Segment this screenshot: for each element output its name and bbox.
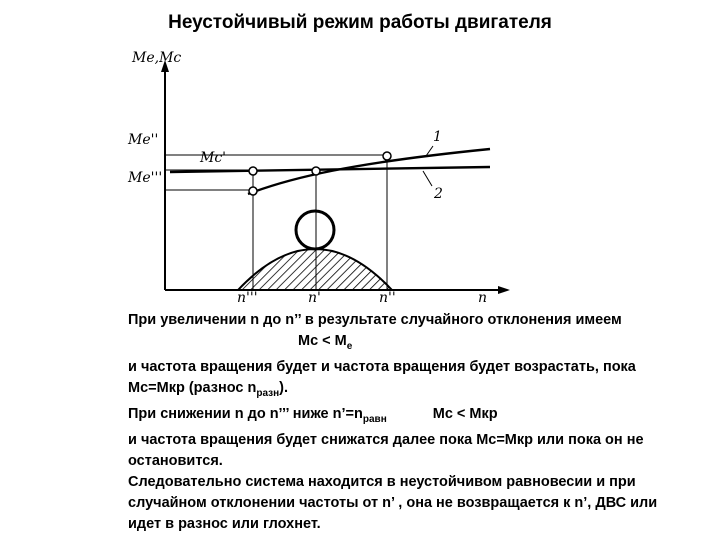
text-line-3: и частота вращения будет и частота вращения будет возрастать, пока xyxy=(128,358,636,375)
tick-n2: n'' xyxy=(379,290,396,306)
text-runaway: Mс=Mкр (разнос n xyxy=(128,379,257,396)
text-sub-razn: разн xyxy=(256,387,280,399)
curve-2-label: 2 xyxy=(434,186,443,202)
text-sub-ravn: равн xyxy=(362,413,387,425)
text-mc-lt-me: Mс < M xyxy=(298,333,347,349)
leader-2 xyxy=(423,171,432,186)
text-line-6: и частота вращения будет снижатся далее пока Mс=Mкр или пока он не xyxy=(128,431,644,448)
text-sub-e: e xyxy=(346,340,353,352)
point-n3-upper xyxy=(249,167,257,175)
point-equilibrium xyxy=(312,167,320,175)
text-line-8: Следовательно система находится в неустойчивом равновесии и при xyxy=(128,473,636,490)
explanation-text xyxy=(128,310,708,535)
equilibrium-ball xyxy=(296,211,334,249)
label-Me2: Mе'' xyxy=(128,132,159,148)
x-axis-arrow xyxy=(498,286,510,294)
point-n3-lower xyxy=(249,187,257,195)
tick-n3: n''' xyxy=(237,290,258,306)
curve-1-label: 1 xyxy=(433,129,442,145)
text-line-5 xyxy=(128,404,708,430)
torque-speed-diagram xyxy=(120,38,520,308)
y-axis-label: Mе,Mс xyxy=(132,50,182,66)
curve-1-engine xyxy=(248,149,490,194)
slide-title: Неустойчивый режим работы двигателя xyxy=(168,12,552,33)
text-runaway-end: ). xyxy=(279,379,289,396)
hatched-hill xyxy=(238,249,392,290)
text-line-2 xyxy=(128,331,708,357)
point-n2 xyxy=(383,152,391,160)
text-mc-lt-mkr: Mс < Mкр xyxy=(432,405,498,422)
text-line-7: остановится. xyxy=(128,452,223,469)
label-Mc1: Mс' xyxy=(200,150,227,166)
label-Me3: Mе''' xyxy=(128,170,163,186)
text-decrease: При снижении n до n’’’ ниже n’=n xyxy=(128,405,363,422)
text-line-1: При увеличении n до n’’ в результате случайного отклонения имеем xyxy=(128,312,622,328)
text-line-10: идет в разнос или глохнет. xyxy=(128,515,321,532)
tick-n1: n' xyxy=(308,290,321,306)
x-axis-label: n xyxy=(478,290,488,306)
text-line-9: случайном отклонении частоты от n’ , она не возвращается к n’, ДВС или xyxy=(128,494,658,511)
text-line-4 xyxy=(128,378,708,404)
